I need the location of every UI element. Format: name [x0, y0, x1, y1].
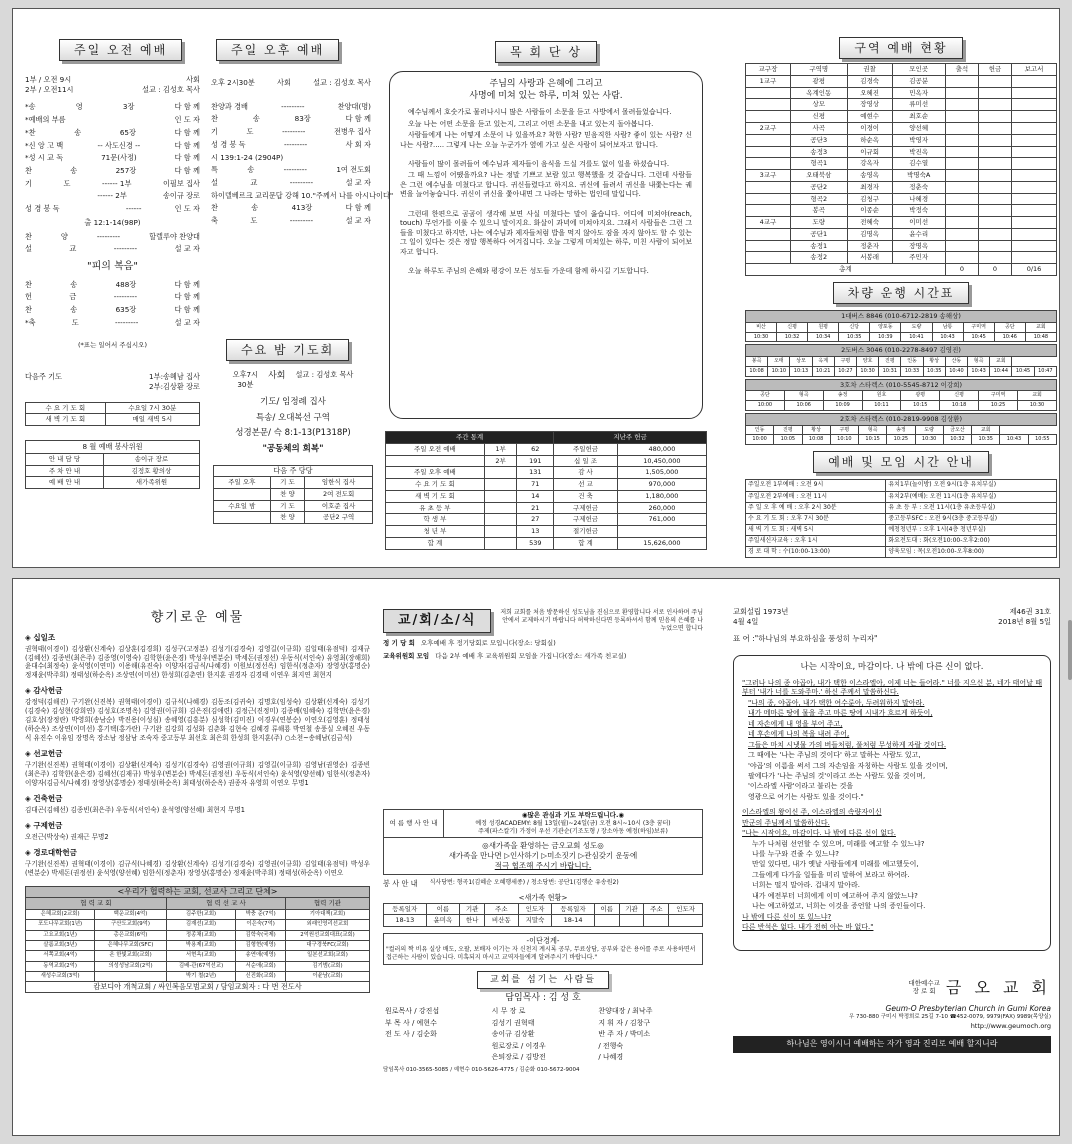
pastor-paragraph: 사람들에게 나는 어떻게 소문이 나 있을까요? 착한 사람? 믿음직한 사람? 좋이 있는 사람? 신나는 사람?..... 그렇게 나는 오늘 누군가가 옆에 가고 싶은 사람이 되어보자고 합니다.: [400, 131, 692, 149]
services-column: [21, 9, 394, 567]
am-rows: [25, 102, 200, 213]
stats-row: 새 벽 기 도 회 14 건 축 1,180,000: [386, 490, 707, 502]
pm-order-row: 성 경 봉 독 --------- 사 회 자: [211, 139, 371, 149]
am-order-row: 찬 양 --------- 할렐루야 찬양대: [25, 231, 200, 241]
group-row: 옥계인동 오혜진 민옥자: [746, 87, 1057, 99]
pm-order-row: 특 송 --------- 1여 전도회: [211, 165, 371, 175]
news-item: 교육위원회 모임 다음 2부 예배 후 교육위원회 모임을 가집니다(장소: 새가족 친교실): [383, 652, 627, 661]
pm-order-row: 찬 송 83장 다 함 께: [211, 114, 371, 124]
am-verse: 출 12:1-14(98P): [84, 217, 141, 227]
next-duty-row: 찬 양 공단2 구역: [214, 512, 373, 524]
meet-title: 예배 및 모임 시간 안내: [813, 451, 989, 473]
offering-names: 오전근(박상숙) 권재근 무명2: [25, 832, 109, 841]
am-order-row: 찬 송 635장 다 함 께: [25, 305, 200, 314]
scripture-line: "나는 시작이요, 마감이다. 나 밖에 다른 신이 없다.: [742, 829, 896, 838]
stats-row: 주일 오전 예배 1부 62 주일헌금 480,000: [386, 443, 707, 455]
group-row: 1교구 광평 김경숙 김공분: [746, 75, 1057, 87]
am-head-row: 1부 / 오전 9시 사회: [25, 75, 200, 84]
duty-title: 8 월 예배 봉사위원: [25, 440, 200, 453]
stats-row: 유 초 등 부 21 구제헌금 260,000: [386, 502, 707, 514]
summer-table: 여 름 행 사 안 내 ◉많은 관심과 기도 부탁드립니다.◉ 예정 성경ACADEMY: 8월 13일(월)~24일(금) 오전 8시~10시 (3층 꿈터) 주제(파스칼기) 가정이 우선 기관순(기조도형 / 장소아동 예정(하임)보류): [383, 809, 703, 838]
coop-row: 새성수교회(3억) 박기 철(2년) 신진화(교회) 이윤남(교회): [26, 971, 370, 981]
meet-row: 주일오전 2부예배 : 오전 11시 유치2부(예배): 오전 11시(1층 유치부실): [746, 491, 1057, 502]
scripture-line: 너희는 떨지 말아라. 겁내지 말아라.: [752, 881, 861, 890]
stats-row: 수 요 기 도 회 71 선 교 970,000: [386, 479, 707, 491]
offering-list: [25, 633, 370, 878]
am-rows3: [25, 280, 200, 328]
pm-order-row: 시 139:1-24 (2904P): [211, 152, 284, 162]
scripture-line: 내가 메마른 땅에 물을 주고 마른 땅에 시내가 흐르게 하듯이,: [748, 709, 933, 718]
sermon-title: "피의 복음": [86, 261, 139, 273]
bus-times: 10:00 10:05 10:08 10:10 10:15 10:25 10:30 10:32 10:35 10:43 10:55: [746, 435, 1057, 445]
offering-names: 구기완(신진복) 권혁태(이경이) 김규식(나혜경) 김상환(신계숙) 김성기(김경숙) 김영권(이규희) 김일태(유점덕) 박성우(변분순) 박세돈(권정선) 윤석영(양선혜) 임한식(정춘자) 장영상(홍명순) 정재윤(박주희) 정태성(하순옥) 이연오: [25, 859, 370, 877]
offering-title: 향기로운 예물: [150, 610, 245, 625]
coop-foot: 캄보디아 개척교회 / 싸인복음모범교회 / 담임교회자 : 다 번 전도사: [25, 982, 370, 993]
scripture-line: 만일 있다면, 내가 옛날 사람들에게 미래를 예고했듯이,: [752, 860, 919, 869]
news-items: [383, 639, 703, 661]
pm-order-row: 찬 송 413장 다 함 께: [211, 203, 371, 213]
duty-row: 주 차 안 내 김정호 황의상: [26, 465, 200, 477]
group-row: 형곡1 강옥자 김수열: [746, 158, 1057, 170]
scripture-line: 누가 나처럼 선언할 수 있으며, 미래를 예고할 수 있느냐?: [752, 839, 925, 848]
wed-special: 특송/ 오대복선 구역: [256, 412, 330, 423]
staff-row: 전 도 사 / 김순화 송이규 김상환 반 주 자 / 박미소: [385, 1030, 651, 1039]
service-row: 봉 사 안 내 식사당번: 형곡1(김혜순 오혜행세종) / 청소당번: 공단1(김행순 유송원2): [383, 879, 619, 889]
bus-stops: 비산 신평 원평 신당 양포동 도량 남통 구미역 공단 교회: [746, 322, 1057, 332]
duty-row: 안 내 담 당 송이규 장로: [26, 453, 200, 465]
scripture-line: 그들은 마치 시냇물 가의 버들처럼, 풀처럼 무성하게 자랄 것이다.: [748, 740, 947, 749]
bus-tables: [745, 310, 1057, 445]
staff-row: 원로장로 / 이경우 / 전행숙: [491, 1041, 624, 1050]
stats-table: [385, 431, 707, 550]
group-row: 신평 예현수 최호순: [746, 111, 1057, 123]
am-order-row: *축 도 --------- 설 교 자: [25, 317, 200, 327]
pastor-paragraphs: [400, 108, 692, 276]
pm-service-title: 주일 오후 예배: [216, 39, 339, 61]
schedule-table: [25, 402, 200, 427]
pastor-paragraph: 예수님께서 호숫가로 물러나시니 많은 사람들이 소문을 듣고 사방에서 몰려들었습니다.: [408, 108, 672, 117]
scripture-line: 영광으로 여기는 사람도 있을 것이다.": [748, 792, 864, 801]
pastor-lead2: 사명에 미쳐 있는 하루, 미쳐 있는 사람.: [469, 91, 623, 102]
am-order-row: *신 앙 고 백 -- 사도신경 -- 다 함 께: [25, 140, 200, 150]
coop-row: 포도나무교회(1년) 구산도교회(9억) 김재선(교회) 이은숙(7억) 외래인영리선교회: [26, 920, 370, 930]
issue-row: 교회설립 1973년 4월 4일 제46권 31호 2018년 8월 5일: [733, 607, 1051, 626]
bus-table: 2호차 스타렉스 (010-2819-9908 김상환) 인동 진평 황상 구평 형곡 송정 도량 금오산 교회 10:00 10:05 10:08 10:10 10:15 10:25 10:30 10:32 10:35 10:43 10:55: [745, 413, 1057, 445]
news-title: 교/회/소/식: [383, 609, 491, 633]
pm-head: 오후 2시30분 사회 설교 : 김성호 목사: [211, 78, 371, 87]
coop-row: 은혜교회(2교회) 백운교회(4억) 김주한(교회) 박충 준(7억) 기아대책(교회): [26, 910, 370, 920]
am-order-row: 헌 금 --------- 다 함 께: [25, 292, 200, 302]
schedule-row: 새 벽 기 도 회 매일 새벽 5시: [26, 414, 200, 426]
am-order-row: 기 도 ------ 1부 이필보 집사: [25, 178, 200, 188]
church-name: 금 오 교 회: [945, 977, 1051, 997]
news-item: 정 기 당 회 오후예배 후 정기당회로 모입니다(장소: 당회실): [383, 639, 556, 648]
group-row: 공단1 김명옥 윤수리: [746, 228, 1057, 240]
scripture-box: 나는 시작이요, 마감이다. 나 밖에 다른 신이 없다. "그러나 나의 종 야곱아, 내가 택한 이스라엘아, 이제 너는 들어라." 너를 지으신 분, 네가 태어날 때부터 '내가 너를 도와주마.' 하신 주께서 말씀하신다. "나의 종, 야곱아, 내가 택한 여수룬아, 두려워하지 말아라. 내가 메마른 땅에 물을 주고 마른 땅에 시내가 흐르게 하듯이, 네 자손에게 내 영을 부어 주고, 네 후손에게 나의 복을 내려 주어, 그들은 마치 시냇물 가의 버들처럼, 풀처럼 무성하게 자랄 것이다. 그 때에는 '나는 주님의 것이다' 하고 말하는 사람도 있고, '야곱'의 이름을 써서 그의 자손임을 자칭하는 사람도 있을 것이며, 팔에다가 '나는 주님의 것'이라고 쓰는 사람도 있을 것이며, '이스라엘 사람'이라고 불리는 것을 영광으로 여기는 사람도 있을 것이다." 이스라엘의 왕이신 주, 이스라엘의 속량자이신 만군의 주님께서 말씀하신다. "나는 시작이요, 마감이다. 나 밖에 다른 신이 없다. 누가 나처럼 선언할 수 있으며, 미래를 예고할 수 있느냐? 나를 누구와 견줄 수 있느냐? 만일 있다면, 내가 옛날 사람들에게 미래를 예고했듯이, 그들에게 다가올 일들을 미리 말하여 보라고 하여라. 너희는 떨지 말아라. 겁내지 말아라. 내가 예전부터 너희에게 이미 예고하여 주지 않았느냐? 나는 예고하였고, 너희는 이것을 증언할 나의 증인들이다. 나 밖에 다른 신이 또 있느냐? 다른 반석은 없다. 내가 전혀 아는 바 없다.": [733, 655, 1051, 951]
church-url[interactable]: http://www.geumoch.org: [970, 1021, 1051, 1030]
scripture-line: 내가 예전부터 너희에게 이미 예고하여 주지 않았느냐?: [752, 891, 918, 900]
group-row: 2교구 사곡 이경이 양선혜: [746, 123, 1057, 135]
offering-heading: ◈ 선교헌금: [25, 748, 63, 758]
pm-order-row: 축 도 --------- 설 교 자: [211, 216, 371, 226]
meet-row: 주 일 오 후 예 배 : 오후 2시 30분 유 초 등 부 : 오전 11시(1층 유초등부실): [746, 502, 1057, 513]
meet-row: 새 벽 기 도 회 : 새벽 5시 예청청년부 : 오후 1시(4층 청년부실): [746, 524, 1057, 535]
coop-title: <우리가 협력하는 교회, 선교사 그리고 단체>: [25, 886, 370, 898]
scripture-line: 만군의 주님께서 말씀하신다.: [742, 818, 830, 827]
next-duty-row: 수요일 밤 기 도 이호준 집사: [214, 500, 373, 512]
bus-table: 2도버스 3046 (010-2278-8497 김영진) 봉곡 오태 상모 옥계 구평 양호 진평 인동 황상 산동 형곡 교회 10:08 10:10 10:13 10:21 10:27 10:30 10:31 10:33 10:35 10:40 10:43 10:44 10:45 10:47: [745, 344, 1057, 376]
staff-row: 원로목사 / 강진섭 시 무 장 로 찬양대장 / 최낙주: [385, 1007, 653, 1016]
bulletin-page-outer: [12, 578, 1060, 1136]
offering-names: 구기완(신진복) 권혁태(이경이) 김상환(신계숙) 김성기(김경숙) 김영권(이규희) 김영길(이규희) 김영남(권영순) 김종빈(최은주) 김학한(윤은경) 김혜선(김재규) 박성우(변분순) 박세돈(권정선) 우동식(서인숙) 윤석영(양선혜) 임한식(정춘자) 이양자(김금식/나혜경) 장영상(홍명순) 정태성(하순옥) 최태성(하순옥) 권종자 유영희 이연오 무명1: [25, 760, 370, 787]
next-duty-row: 주일 오후 기 도 임한식 집사: [214, 477, 373, 489]
duty-table: [25, 453, 200, 489]
offering-heading: ◈ 건축헌금: [25, 793, 63, 803]
meet-row: 수 요 기 도 회 : 오후 7시 30분 중고등부SFC : 오전 9시(3층 중고등부실): [746, 513, 1057, 524]
cover-column: [733, 579, 1051, 1135]
bus-table: 1대버스 8846 (010-6712-2819 송해상) 비산 신평 원평 신당 양포동 도량 남통 구미역 공단 교회 10:30 10:32 10:34 10:35 10:39 10:41 10:43 10:45 10:46 10:48: [745, 310, 1057, 342]
scripture-line: '야곱'의 이름을 써서 그의 자손임을 자칭하는 사람도 있을 것이며,: [748, 761, 948, 770]
next-duty-title: 다음 주 당당: [213, 465, 373, 476]
am-order-row: *찬 송 65장 다 함 께: [25, 127, 200, 137]
new-title: <새가족 현황>: [518, 892, 568, 902]
pastor-box: [389, 71, 703, 419]
next-duty-row: 찬 양 2여 전도회: [214, 488, 373, 500]
wed-prayer: 기도/ 임정례 집사: [260, 397, 326, 408]
groups-column: [745, 9, 1057, 567]
group-row: 송정1 정춘자 장명옥: [746, 240, 1057, 252]
scripture-line: 이스라엘의 왕이신 주, 이스라엘의 속량자이신: [742, 808, 882, 817]
group-row: 형곡2 김청구 나혜경: [746, 193, 1057, 205]
scrollbar[interactable]: [1068, 620, 1072, 680]
coop-row: 살롬교회(3년) 은혜나무교회(SFC) 박용제(교회) 김형현(예영) 대구경북FC(교회): [26, 941, 370, 951]
stats-row: 청 년 부 13 절기헌금: [386, 526, 707, 538]
pastor-lead1: 주님의 사랑과 은혜에 그리고: [489, 79, 603, 89]
offering-names: 김대곤(김혜선) 김종빈(최은주) 우동식(서인숙) 윤석영(양선혜) 최현지 무명1: [25, 805, 245, 814]
group-row: 봉곡 이종순 박정숙: [746, 205, 1057, 217]
duty-row: 예 배 안 내 새가족위원: [26, 477, 200, 489]
new-family-table: [383, 903, 703, 928]
meet-row: 경 로 대 학 : 수(10:00-13:00) 양육모임 : 목(오전10:00-오후8:00): [746, 546, 1057, 557]
footer-verse: 하나님은 영이시니 예배하는 자가 영과 진리로 예배 할지니라: [733, 1036, 1051, 1053]
pastor-paragraph: 그 때 느낌이 어땠을까요? 나는 정말 기쁘고 보람 있고 행복했을 것 같습니다. 그런데 사람들은 그런 예수님을 미쳤다고 합니다. 귀신들렸다고 하지요. 귀신에 들려서 귀신을 내쫓는다는 궤변을 늘어놓습니다. 귀신이 귀신을 쫓아내면 그 나라는 망하는 법인데 말입니다.: [400, 171, 692, 199]
new-head: 등록일자 이름 기관 주소 인도자 등록일자 이름 기관 주소 인도자: [384, 903, 703, 915]
bus-table: 3호차 스타렉스 (010-5545-8712 이강희) 공단 형곡 송정 원호 광평 신평 구미역 교회 10:00 10:06 10:09 10:11 10:15 10:18 10:25 10:30: [745, 379, 1057, 411]
am-service-order: [25, 75, 200, 489]
scripture-line: 나는 예고하였고, 너희는 이것을 증언할 나의 증인들이다.: [752, 902, 926, 911]
staff-row: 부 목 사 / 예현수 김성기 권혁태 지 휘 자 / 김창구: [385, 1018, 651, 1027]
newcomer-box: ◎새가족을 환영하는 금오교회 성도◎ 새가족을 만나면 ▷인사하기 ▷미소짓기 ▷관심갖기 운동에 적극 협조해 주시기 바랍니다.: [383, 838, 703, 875]
am-order-row: 성 경 봉 독 ------ 인 도 자: [25, 204, 200, 214]
stats-row: 합 계 539 합 계 15,626,000: [386, 537, 707, 549]
am-service-title: 주일 오전 예배: [59, 39, 182, 61]
am-order-row: 찬 송 488장 다 함 께: [25, 279, 200, 289]
stats-head: 주간 통계 지난주 헌금: [386, 432, 707, 444]
next-prayer: 다음주 기도 1부:송혜남 집사 2부:김상환 장로: [25, 372, 200, 391]
pastor-paragraph: 그런데 한편으로 곰곰이 생각해 보면 사실 미쳤다는 말이 옳습니다. 어디에 미쳐야(reach, touch) 무언가를 이룰 수 있으니 말이지요. 화살이 과녁에 미쳐야지요. 그래서 사람들은 그런 그들을 미쳤다고 하지만, 나는 예수님과 제자들처럼 밥을 먹지 않아도 잠을 자지 않아도 할 수 있는 그 일이 있다는 것은 정말 행복하다 여겨집니다. 오늘 그렇게 미쳐있는 하루, 미친 사람이 되어보자고 합니다.: [400, 209, 692, 256]
bulletin-page-inner: [12, 8, 1060, 568]
am-head-row: 2부 / 오전11시 설교 : 김성호 목사: [25, 84, 200, 94]
am-order-row: ------ 2부 송이규 장로: [97, 191, 200, 201]
bus-times: 10:00 10:06 10:09 10:11 10:15 10:18 10:25 10:30: [746, 401, 1057, 411]
bus-stops: 인동 진평 황상 구평 형곡 송정 도량 금오산 교회: [746, 425, 1057, 435]
scripture-line: 다른 반석은 없다. 내가 전혀 아는 바 없다.": [742, 923, 874, 932]
am-order-row: 찬 송 257장 다 함 께: [25, 166, 200, 176]
pm-order-row: 찬양과 경배 --------- 찬양대(명): [211, 101, 371, 111]
meet-row: 주일새신자교육 : 오후 1시 화요전도대 : 화(오전10:00-오후2:00): [746, 535, 1057, 546]
meet-row: 주일오전 1부예배 : 오전 9시 유치1부(놀이방) 오전 9시(1층 유치부실): [746, 480, 1057, 491]
offering-names: 강정덕(김해진) 구기완(신진복) 권혁태(이경이) 김규식(나혜경) 김동조(김귀숙) 김명호(임성숙) 김상환(신계숙) 김성기(김경숙) 김성현(강희연) 김성호(조명옥) 김영권(이규희) 김은진(김애련) 김정근(진정미) 김종배(임혜숙) 김학만(윤은경) 김호상(장정란) 박영희(송남순) 박진용(이성심) 송혜영(김흥분) 심성학(김미진) 이경우(연봉순) 이연오(김영훈) 정태성(하순옥) 조상연(이미선) 홍기택(홍가란) 구기완 김강희 김성화 김춘화 김현숙 김혜경 류해룡 박연철 송풍실 오혜진 우동식 유진수 이유임 장명옥 장소남 정삼남 조숙자 중고등부 최선호 최은희 한성희 한지훈(주) ○소천~송혜남(김금석): [25, 698, 370, 742]
group-row: 공단2 최경자 정춘숙: [746, 181, 1057, 193]
wed-theme: "공동체의 회복": [262, 443, 324, 454]
staff-row: 은퇴장로 / 김방전 / 나혜경: [491, 1053, 624, 1062]
groups-table: [745, 63, 1057, 276]
pastor-paragraph: 사람들이 많이 몰려들어 예수님과 제자들이 음식을 드실 겨를도 없이 일을 하셨습니다.: [408, 160, 670, 169]
pm-service-order: [211, 75, 394, 229]
offering-names: 권혁태(이경이) 김상환(신계숙) 김상훈(김경희) 김성구(고정분) 김성기(김경숙) 김영길(이규희) 김일태(유점덕) 김재규(김혜선) 김종빈(최은주) 김종영(이영숙) 김학한(윤은경) 박성우(변분순) 박세돈(권정선) 우동식(서인숙) 유영최(장해희) 윤대수(최정숙) 윤석영(이연미) 이용해(유진숙) 이양자(김금식/나혜경) 이원보(정선옥) 임한식(정춘자) 장영상(홍명순) 정재윤(박주희) 정태성(하순옥) 조상연(이미선) 한성희(김춘연) 한지훈 권경자 김경태 이연우 최지연 최현지: [25, 644, 370, 680]
scripture-line: 그들에게 다가올 일들을 미리 말하여 보라고 하여라.: [752, 870, 910, 879]
bus-stops: 공단 형곡 송정 원호 광평 신평 구미역 교회: [746, 391, 1057, 401]
am-order-row: 설 교 --------- 설 교 자: [25, 244, 200, 254]
next-duty-table: [213, 476, 373, 524]
bus-times: 10:30 10:32 10:34 10:35 10:39 10:41 10:43 10:45 10:46 10:48: [746, 332, 1057, 342]
stats-row: 학 생 부 27 구제헌금 761,000: [386, 514, 707, 526]
pm-rows: [211, 101, 394, 226]
church-en: Geum-O Presbyterian Church in Gumi Korea: [885, 1004, 1051, 1014]
am-head: [25, 75, 200, 94]
staff-phones: 담임목사 010-3565-5085 / 예현수 010-5626-4775 / 김순화 010-5672-9004: [383, 1067, 580, 1074]
coop-row: 서쪽교회(4억) 온 한빛교회(교회) 서현옥(교회) 송연애(예영) 일본선교회(교회): [26, 951, 370, 961]
pastor-title: 목 회 단 상: [495, 41, 597, 63]
coop-row: 동역교회(2억) 의성성남교회(2억) 김배-관(67억선교) 서순애(교회) 김기범(교회): [26, 961, 370, 971]
group-row: 송정2 서봉래 주민자: [746, 252, 1057, 264]
pm-order-row: 설 교 --------- 설 교 자: [211, 178, 371, 188]
pastor-column: [381, 9, 711, 567]
stats-row: 주일 오후 예배 131 감 사 1,505,000: [386, 467, 707, 479]
scripture-line: 네 자손에게 내 영을 부어 주고,: [748, 719, 843, 728]
staff-head: 담임목사 : 김 성 호: [505, 993, 581, 1004]
coop-table: [25, 897, 370, 982]
wed-service: 오후7시 30분 사회 설교 : 김성호 목사 기도/ 임정례 집사 특송/ 오대복선 구역 성경본문/ 슥 8:1-13(P1318P) "공동체의 회복" 다음 주 당당 주일 오후 기 도 임한식 집사 찬 양 2여 전도회 수요일 밤 기 도 이호준 집사 찬 양 공단2 구역: [213, 367, 373, 524]
scripture-line: "나의 종, 야곱아, 내가 택한 여수룬아, 두려워하지 말아라.: [748, 698, 925, 707]
staff-title: 교회를 섬기는 사람들: [477, 971, 609, 989]
meet-table: [745, 479, 1057, 558]
bus-times: 10:08 10:10 10:13 10:21 10:27 10:30 10:31 10:33 10:35 10:40 10:43 10:44 10:45 10:47: [746, 366, 1057, 376]
news-intro: 저희 교회를 처음 방문하신 성도님을 진심으로 환영합니다 서로 인사하며 주님 안에서 교제하시기 바랍니다 허락하신다면 등록하셔서 함께 믿음의 은혜를 나누었으면 합니다: [500, 609, 703, 633]
address: 우 730-880 구미시 박정희로 25길 7-10 ☎452-0079, 9979(FAX) 9989(목양실): [848, 1014, 1051, 1021]
bus-title: 차량 운행 시간표: [833, 282, 970, 304]
coop-head: 협 력 교 회 협 력 선 교 사 협력 기관: [26, 898, 370, 910]
group-total-row: 총계 0 0 0/16: [746, 264, 1057, 276]
stats-row: 2부 191 십 일 조 10,450,000: [386, 455, 707, 467]
motto: 표 어 :"하나님의 부요하심을 풍성히 누리자": [733, 634, 878, 644]
offering-heading: ◈ 경로대학헌금: [25, 847, 77, 857]
scripture-line: '이스라엘 사람'이라고 불리는 것을: [748, 782, 854, 791]
pm-order-row: 하이델베르크 교리문답 강해 10. "주께서 나를 아시나이다": [211, 190, 394, 200]
news-column: [383, 579, 703, 1135]
offering-heading: ◈ 십일조: [25, 632, 56, 642]
bus-stops: 봉곡 오태 상모 옥계 구평 양호 진평 인동 황상 산동 형곡 교회: [746, 357, 1057, 367]
church-name-row: 대한예수교 장 로 회 금 오 교 회: [908, 977, 1051, 997]
warn-box: -이단경계- "컬러의 짝 비유 실상 배도, 오팔, 보배자 이기는 자 신천지 계시록 공부, 무료상담, 공부와 같은 용어를 주로 사용하면서 접근하는 사람이 있습니다. 미혹되지 마시고 교역자들에게 알려주시기 바랍니다.": [383, 933, 703, 965]
pastor-paragraph: 오늘 나는 어떤 소문을 듣고 있는지, 그리고 어떤 소문을 내고 있는지 돌아봅니다.: [408, 119, 654, 128]
scripture-line: 그 때에는 '나는 주님의 것이다' 하고 말하는 사람도 있고,: [748, 751, 921, 760]
am-rows2: [25, 232, 200, 254]
am-order-row: *송 영 3장 다 함 께: [25, 102, 200, 112]
pm-order-row: 기 도 --------- 전병우 집사: [211, 127, 371, 137]
offering-heading: ◈ 감사헌금: [25, 686, 63, 696]
am-order-row: *성 시 교 독 71문(사정) 다 함 께: [25, 153, 200, 163]
group-row: 4교구 도량 전혜숙 이미선: [746, 217, 1057, 229]
am-order-row: *예배의 부름 인 도 자: [25, 115, 200, 125]
group-title: 구역 예배 현황: [839, 37, 962, 59]
scripture-line: 팔에다가 '나는 주님의 것'이라고 쓰는 사람도 있을 것이며,: [748, 771, 926, 780]
scripture-line: 나 밖에 다른 신이 또 있느냐?: [742, 912, 832, 921]
group-row: 송정3 이규회 박진옥: [746, 146, 1057, 158]
scripture-line: "그러나 나의 종 야곱아, 내가 택한 이스라엘아, 이제 너는 들어라." 너를 지으신 분, 네가 태어날 때부터 '내가 너를 도와주마.' 하신 주께서 말씀하신다.: [742, 679, 1042, 697]
pastor-paragraph: 오늘 하루도 주님의 은혜와 평강이 모든 성도들 가운데 함께 하시길 기도합니다.: [408, 266, 649, 275]
new-row: 18-13 윤미옥 한나 비산동 지말숙 18-14: [384, 915, 703, 927]
group-row: 공단3 하순옥 박영자: [746, 134, 1057, 146]
wed-bible: 성경본문/ 슥 8:1-13(P1318P): [235, 428, 351, 439]
standing-note: (*표는 일어서 주십시오): [78, 341, 147, 350]
wed-service-title: 수요 밤 기도회: [226, 339, 349, 361]
groups-head: 교구장 구역명 권찰 모인곳 출석 헌금 보고서: [746, 64, 1057, 76]
group-row: 3교구 오태북삼 송영옥 박명숙A: [746, 170, 1057, 182]
coop-row: 고요교회(1년) 총은교회(6억) 정종채(교회) 김학숙(국제) 2억원선교회대표(교회): [26, 930, 370, 940]
schedule-row: 수 요 기 도 회 수요일 7시 30분: [26, 402, 200, 414]
scripture-line: 네 후손에게 나의 복을 내려 주어,: [748, 730, 850, 739]
group-row: 상모 장영상 류미선: [746, 99, 1057, 111]
staff-table: [383, 1006, 703, 1063]
offering-heading: ◈ 구제헌금: [25, 820, 63, 830]
scripture-line: 나를 누구와 견줄 수 있느냐?: [752, 850, 839, 859]
offering-column: [25, 579, 370, 1135]
